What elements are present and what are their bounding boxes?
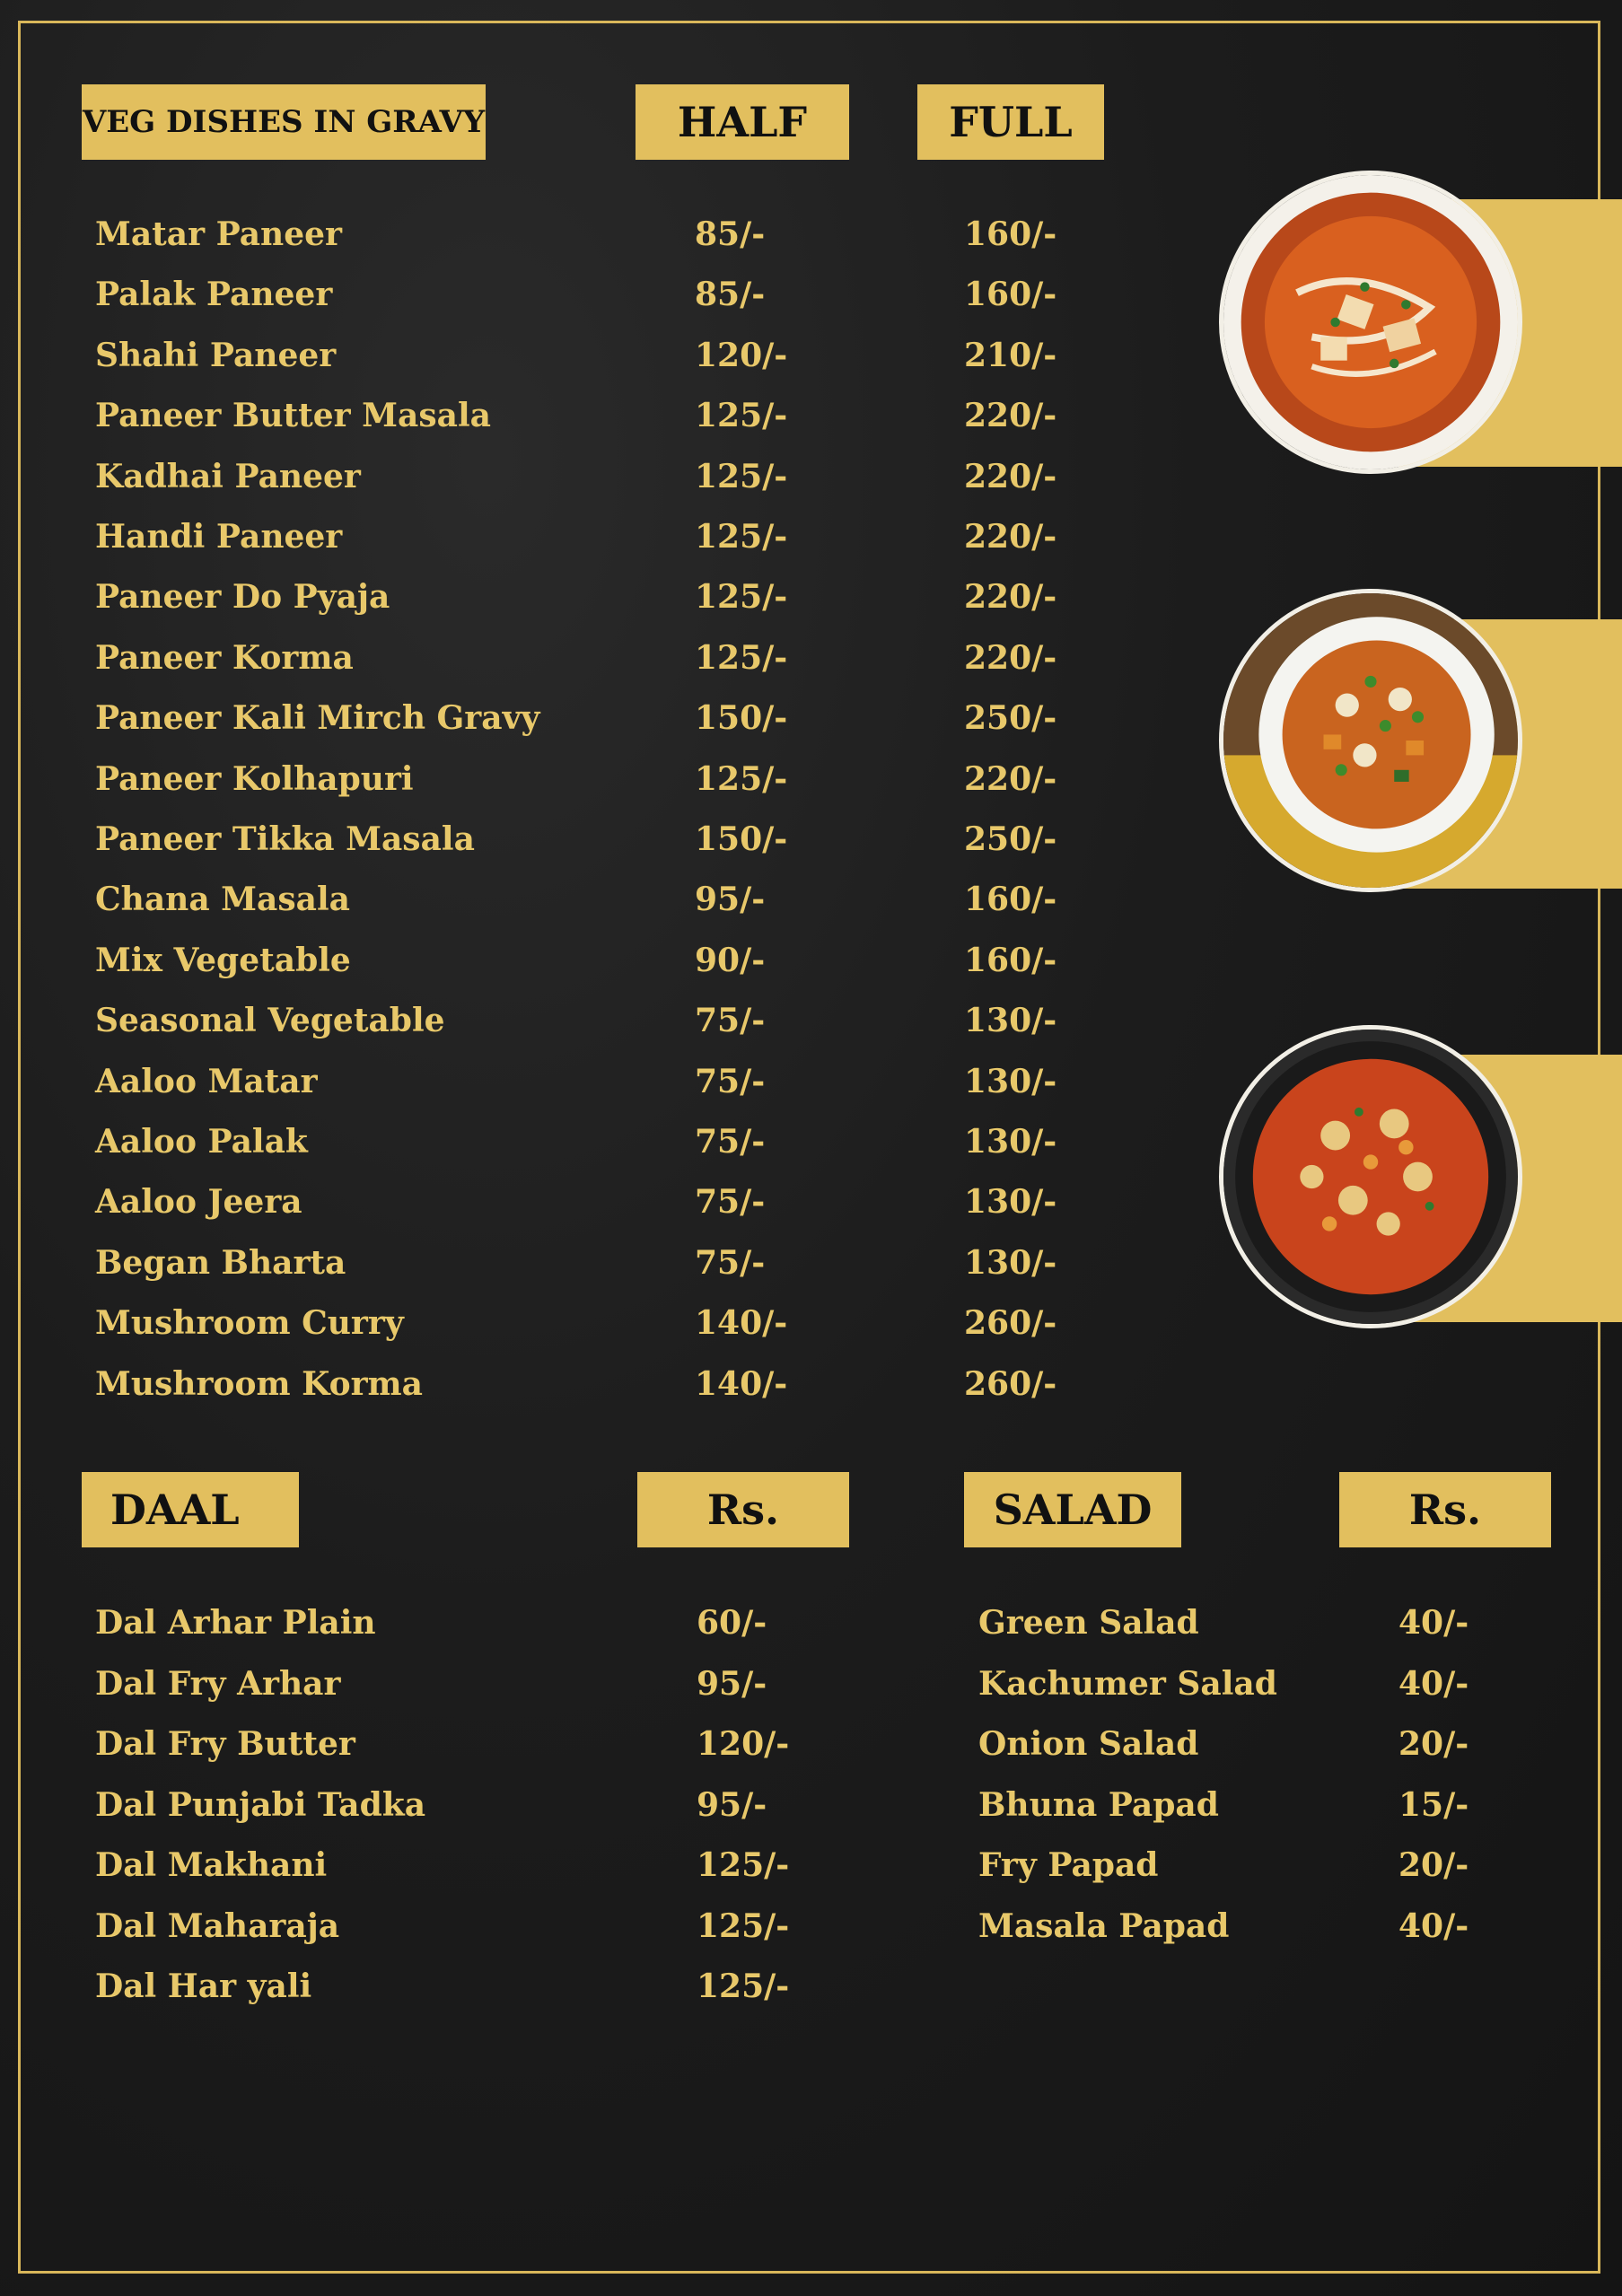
daal-name: Dal Maharaja — [95, 1906, 340, 1945]
full-price: 260/- — [964, 1364, 1057, 1403]
full-price: 210/- — [964, 336, 1057, 374]
dish-name: Paneer Korma — [95, 638, 354, 677]
daal-price: 95/- — [697, 1785, 767, 1824]
daal-name: Dal Fry Arhar — [95, 1664, 341, 1703]
daal-name: Dal Har yali — [95, 1967, 312, 2005]
half-price: 150/- — [695, 820, 788, 858]
dish-name: Matar Paneer — [95, 215, 343, 253]
dish-name: Paneer Tikka Masala — [95, 820, 475, 858]
full-price: 220/- — [964, 457, 1057, 495]
daal-price: 125/- — [697, 1967, 790, 2005]
half-price: 75/- — [695, 1183, 766, 1222]
mushroom-curry-image — [1219, 1025, 1522, 1328]
dish-name: Aaloo Palak — [95, 1123, 308, 1161]
paneer-butter-masala-image — [1219, 171, 1522, 474]
dish-name: Seasonal Vegetable — [95, 1002, 445, 1040]
salad-name: Kachumer Salad — [978, 1664, 1277, 1703]
salad-price: 20/- — [1398, 1846, 1469, 1884]
dish-name: Mushroom Korma — [95, 1364, 423, 1403]
full-price: 220/- — [964, 397, 1057, 435]
salad-name: Onion Salad — [978, 1725, 1199, 1763]
half-price: 125/- — [695, 759, 788, 798]
dish-name: Palak Paneer — [95, 276, 333, 314]
half-price: 125/- — [695, 457, 788, 495]
salad-name: Green Salad — [978, 1604, 1199, 1642]
daal-price-header: Rs. — [637, 1472, 849, 1547]
daal-price: 120/- — [697, 1725, 790, 1763]
dish-name: Paneer Kali Mirch Gravy — [95, 699, 540, 738]
salad-section-title: SALAD — [964, 1472, 1181, 1547]
full-price: 250/- — [964, 820, 1057, 858]
daal-price: 60/- — [697, 1604, 767, 1642]
daal-name: Dal Fry Butter — [95, 1725, 355, 1763]
full-price: 130/- — [964, 1243, 1057, 1282]
daal-price: 125/- — [697, 1846, 790, 1884]
full-price: 130/- — [964, 1183, 1057, 1222]
salad-price: 20/- — [1398, 1725, 1469, 1763]
salad-price-header: Rs. — [1339, 1472, 1551, 1547]
full-price: 160/- — [964, 215, 1057, 253]
dish-name: Aaloo Jeera — [95, 1183, 302, 1222]
full-price: 130/- — [964, 1062, 1057, 1100]
dish-name: Kadhai Paneer — [95, 457, 361, 495]
dish-name: Mix Vegetable — [95, 941, 351, 979]
full-price: 160/- — [964, 276, 1057, 314]
salad-name: Bhuna Papad — [978, 1785, 1219, 1824]
mix-vegetable-image — [1219, 589, 1522, 892]
full-price: 220/- — [964, 518, 1057, 556]
daal-name: Dal Arhar Plain — [95, 1604, 376, 1642]
half-price: 75/- — [695, 1123, 766, 1161]
salad-name: Masala Papad — [978, 1906, 1230, 1945]
half-price: 125/- — [695, 638, 788, 677]
half-price: 125/- — [695, 578, 788, 617]
dish-name: Mushroom Curry — [95, 1304, 404, 1343]
half-price: 150/- — [695, 699, 788, 738]
daal-section-title: DAAL — [82, 1472, 299, 1547]
full-price: 220/- — [964, 759, 1057, 798]
full-price: 130/- — [964, 1123, 1057, 1161]
half-price: 95/- — [695, 881, 766, 919]
full-price: 130/- — [964, 1002, 1057, 1040]
half-price: 75/- — [695, 1002, 766, 1040]
veg-section-title: VEG DISHES IN GRAVY — [82, 84, 486, 160]
salad-price: 40/- — [1398, 1664, 1469, 1703]
full-price: 160/- — [964, 941, 1057, 979]
salad-price: 40/- — [1398, 1906, 1469, 1945]
half-price: 120/- — [695, 336, 788, 374]
salad-name: Fry Papad — [978, 1846, 1159, 1884]
half-price: 140/- — [695, 1364, 788, 1403]
dish-name: Paneer Do Pyaja — [95, 578, 390, 617]
daal-name: Dal Punjabi Tadka — [95, 1785, 426, 1824]
dish-name: Aaloo Matar — [95, 1062, 318, 1100]
daal-price: 95/- — [697, 1664, 767, 1703]
dish-name: Chana Masala — [95, 881, 350, 919]
half-column-header: HALF — [636, 84, 849, 160]
half-price: 75/- — [695, 1062, 766, 1100]
dish-name: Handi Paneer — [95, 518, 343, 556]
daal-price: 125/- — [697, 1906, 790, 1945]
dish-name: Paneer Kolhapuri — [95, 759, 414, 798]
half-price: 75/- — [695, 1243, 766, 1282]
half-price: 85/- — [695, 276, 766, 314]
half-price: 140/- — [695, 1304, 788, 1343]
full-column-header: FULL — [917, 84, 1104, 160]
half-price: 90/- — [695, 941, 766, 979]
daal-name: Dal Makhani — [95, 1846, 328, 1884]
half-price: 125/- — [695, 518, 788, 556]
dish-name: Shahi Paneer — [95, 336, 337, 374]
full-price: 220/- — [964, 638, 1057, 677]
salad-price: 40/- — [1398, 1604, 1469, 1642]
full-price: 160/- — [964, 881, 1057, 919]
dish-name: Paneer Butter Masala — [95, 397, 491, 435]
salad-price: 15/- — [1398, 1785, 1469, 1824]
full-price: 220/- — [964, 578, 1057, 617]
dish-name: Began Bharta — [95, 1243, 346, 1282]
half-price: 125/- — [695, 397, 788, 435]
full-price: 250/- — [964, 699, 1057, 738]
full-price: 260/- — [964, 1304, 1057, 1343]
half-price: 85/- — [695, 215, 766, 253]
